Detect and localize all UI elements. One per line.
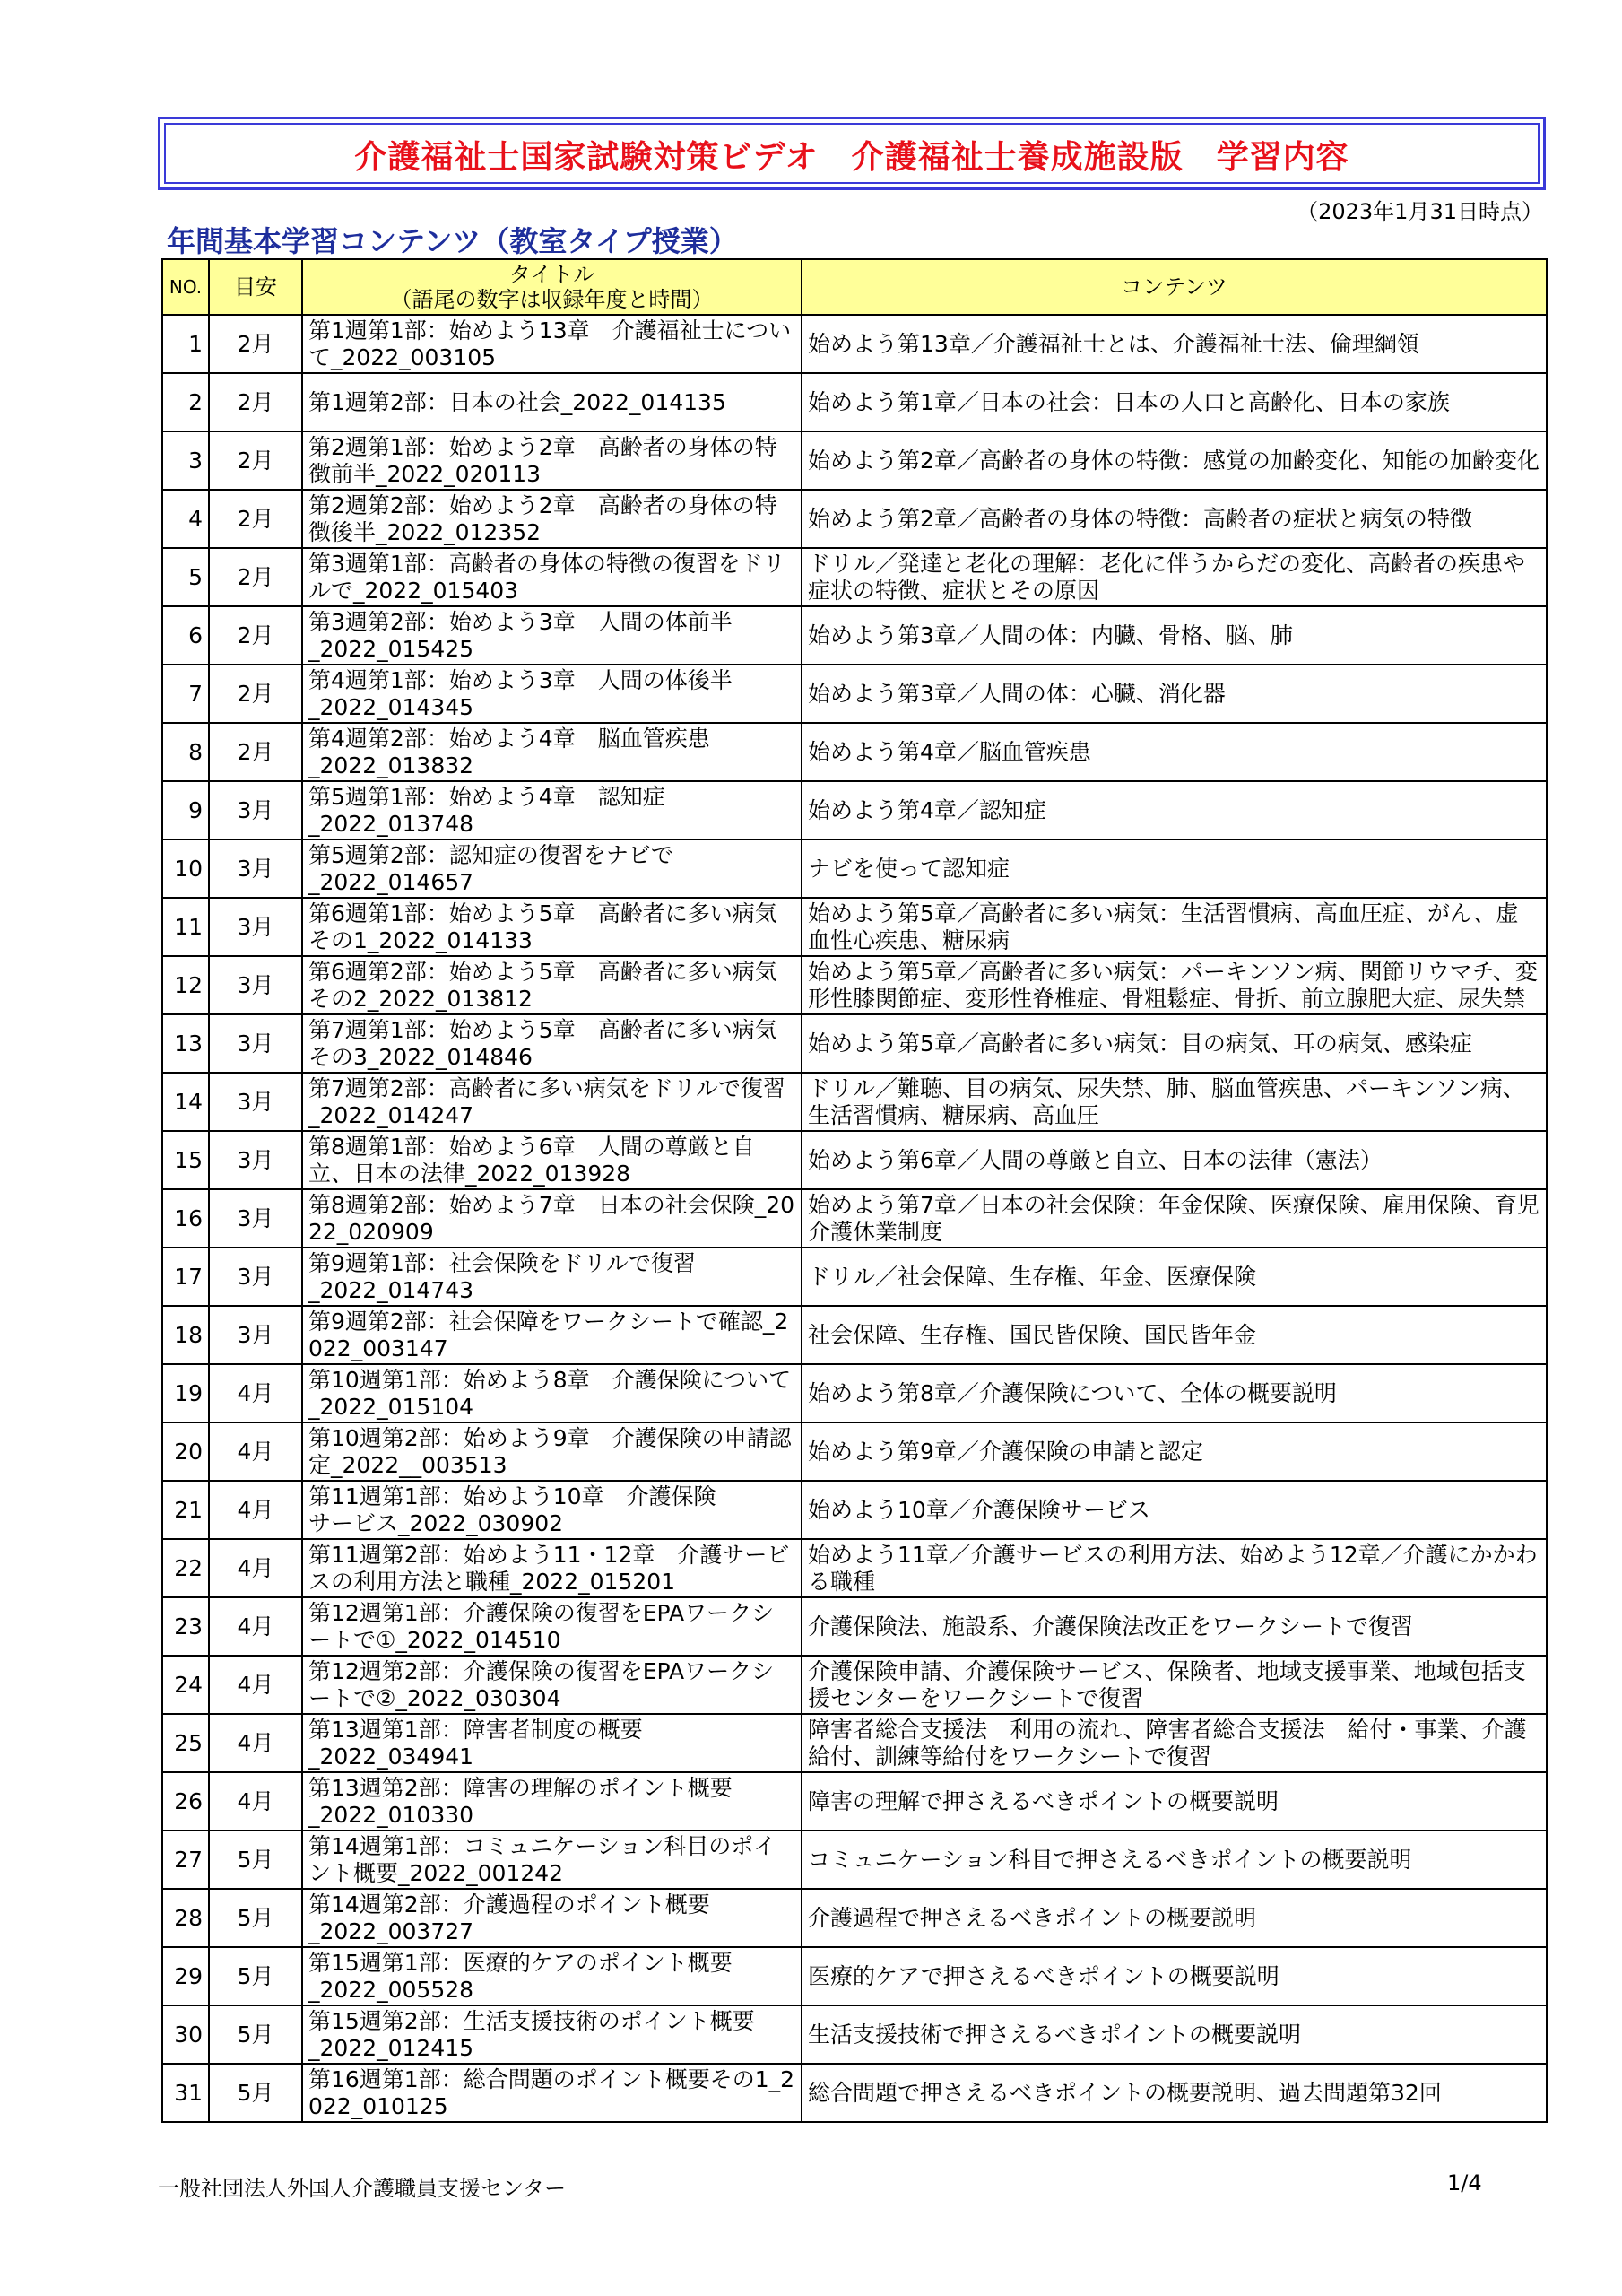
row-number: 18	[162, 1306, 209, 1364]
row-month: 5月	[209, 1831, 302, 1889]
row-number: 6	[162, 606, 209, 665]
row-month: 4月	[209, 1422, 302, 1481]
row-number: 24	[162, 1656, 209, 1714]
row-title: 第15週第1部：医療的ケアのポイント概要 _2022_005528	[302, 1947, 802, 2005]
row-content: 始めよう第2章／高齢者の身体の特徴：高齢者の症状と病気の特徴	[802, 490, 1547, 548]
row-content: 障害者総合支援法 利用の流れ、障害者総合支援法 給付・事業、介護給付、訓練等給付をワークシートで復習	[802, 1714, 1547, 1772]
table-row	[162, 1831, 1547, 1889]
row-number: 1	[162, 315, 209, 373]
table-row	[162, 1481, 1547, 1539]
row-number: 7	[162, 665, 209, 723]
row-title: 第14週第2部：介護過程のポイント概要 _2022_003727	[302, 1889, 802, 1947]
row-content: 医療的ケアで押さえるべきポイントの概要説明	[802, 1947, 1547, 2005]
row-content: 社会保障、生存権、国民皆保険、国民皆年金	[802, 1306, 1547, 1364]
row-month: 5月	[209, 2064, 302, 2122]
row-number: 25	[162, 1714, 209, 1772]
row-month: 2月	[209, 665, 302, 723]
row-month: 4月	[209, 1656, 302, 1714]
row-title: 第8週第1部：始めよう6章 人間の尊厳と自立、日本の法律_2022_013928	[302, 1131, 802, 1189]
row-title: 第12週第1部：介護保険の復習をEPAワークシートで①_2022_014510	[302, 1597, 802, 1656]
table-row	[162, 665, 1547, 723]
row-number: 19	[162, 1364, 209, 1422]
row-title: 第3週第2部：始めよう3章 人間の体前半 _2022_015425	[302, 606, 802, 665]
row-month: 3月	[209, 1248, 302, 1306]
row-title: 第16週第1部：総合問題のポイント概要その1_2022_010125	[302, 2064, 802, 2122]
row-month: 2月	[209, 373, 302, 431]
row-content: ドリル／社会保障、生存権、年金、医療保険	[802, 1248, 1547, 1306]
table-row	[162, 490, 1547, 548]
row-title: 第6週第1部：始めよう5章 高齢者に多い病気その1_2022_014133	[302, 898, 802, 956]
row-month: 3月	[209, 1014, 302, 1073]
table-row	[162, 373, 1547, 431]
table-row	[162, 898, 1547, 956]
row-content: 障害の理解で押さえるべきポイントの概要説明	[802, 1772, 1547, 1831]
row-title: 第4週第1部：始めよう3章 人間の体後半 _2022_014345	[302, 665, 802, 723]
row-number: 3	[162, 431, 209, 490]
row-number: 13	[162, 1014, 209, 1073]
row-number: 30	[162, 2005, 209, 2064]
row-content: 始めよう第4章／脳血管疾患	[802, 723, 1547, 781]
row-month: 4月	[209, 1714, 302, 1772]
row-content: 始めよう第8章／介護保険について、全体の概要説明	[802, 1364, 1547, 1422]
row-content: 始めよう第3章／人間の体：内臓、骨格、脳、肺	[802, 606, 1547, 665]
header-title: タイトル （語尾の数字は収録年度と時間）	[302, 259, 802, 315]
header-content: コンテンツ	[802, 259, 1547, 315]
row-title: 第6週第2部：始めよう5章 高齢者に多い病気その2_2022_013812	[302, 956, 802, 1014]
row-title: 第15週第2部：生活支援技術のポイント概要 _2022_012415	[302, 2005, 802, 2064]
table-row	[162, 2064, 1547, 2122]
row-month: 3月	[209, 1073, 302, 1131]
row-title: 第2週第2部：始めよう2章 高齢者の身体の特徴後半_2022_012352	[302, 490, 802, 548]
row-number: 11	[162, 898, 209, 956]
table-row	[162, 839, 1547, 898]
row-content: 総合問題で押さえるべきポイントの概要説明、過去問題第32回	[802, 2064, 1547, 2122]
row-title: 第2週第1部：始めよう2章 高齢者の身体の特徴前半_2022_020113	[302, 431, 802, 490]
row-content: 始めよう第13章／介護福祉士とは、介護福祉士法、倫理綱領	[802, 315, 1547, 373]
row-title: 第13週第2部：障害の理解のポイント概要 _2022_010330	[302, 1772, 802, 1831]
row-content: 始めよう第5章／高齢者に多い病気：生活習慣病、高血圧症、がん、虚血性心疾患、糖尿病	[802, 898, 1547, 956]
row-month: 4月	[209, 1364, 302, 1422]
row-title: 第9週第1部：社会保険をドリルで復習 _2022_014743	[302, 1248, 802, 1306]
row-month: 4月	[209, 1597, 302, 1656]
row-number: 16	[162, 1189, 209, 1248]
row-number: 12	[162, 956, 209, 1014]
table-row	[162, 781, 1547, 839]
row-month: 2月	[209, 723, 302, 781]
table-row	[162, 1772, 1547, 1831]
row-content: 始めよう第3章／人間の体：心臓、消化器	[802, 665, 1547, 723]
table-row	[162, 723, 1547, 781]
row-content: 始めよう第2章／高齢者の身体の特徴：感覚の加齢変化、知能の加齢変化	[802, 431, 1547, 490]
table-row	[162, 956, 1547, 1014]
row-number: 14	[162, 1073, 209, 1131]
row-content: 始めよう第5章／高齢者に多い病気：パーキンソン病、関節リウマチ、変形性膝関節症、変形性脊椎症、骨粗鬆症、骨折、前立腺肥大症、尿失禁	[802, 956, 1547, 1014]
row-title: 第4週第2部：始めよう4章 脳血管疾患 _2022_013832	[302, 723, 802, 781]
row-month: 5月	[209, 1889, 302, 1947]
table-row	[162, 606, 1547, 665]
row-month: 3月	[209, 898, 302, 956]
row-content: ナビを使って認知症	[802, 839, 1547, 898]
row-title: 第10週第2部：始めよう9章 介護保険の申請認定_2022__003513	[302, 1422, 802, 1481]
row-content: 始めよう第7章／日本の社会保険：年金保険、医療保険、雇用保険、育児介護休業制度	[802, 1189, 1547, 1248]
row-content: 介護過程で押さえるべきポイントの概要説明	[802, 1889, 1547, 1947]
row-month: 3月	[209, 1306, 302, 1364]
row-number: 31	[162, 2064, 209, 2122]
row-month: 4月	[209, 1539, 302, 1597]
row-title: 第10週第1部：始めよう8章 介護保険について_2022_015104	[302, 1364, 802, 1422]
table-header-row	[162, 259, 1547, 315]
row-content: 始めよう第4章／認知症	[802, 781, 1547, 839]
row-number: 4	[162, 490, 209, 548]
table-row	[162, 1422, 1547, 1481]
as-of-date: （2023年1月31日時点）	[1297, 199, 1543, 224]
row-number: 21	[162, 1481, 209, 1539]
row-title: 第11週第2部：始めよう11・12章 介護サービスの利用方法と職種_2022_015201	[302, 1539, 802, 1597]
row-content: 生活支援技術で押さえるべきポイントの概要説明	[802, 2005, 1547, 2064]
row-month: 3月	[209, 781, 302, 839]
table-row	[162, 1947, 1547, 2005]
header-month: 目安	[209, 259, 302, 315]
row-month: 2月	[209, 606, 302, 665]
row-number: 10	[162, 839, 209, 898]
row-content: 始めよう10章／介護保険サービス	[802, 1481, 1547, 1539]
row-month: 2月	[209, 490, 302, 548]
row-month: 5月	[209, 2005, 302, 2064]
row-month: 5月	[209, 1947, 302, 2005]
table-row	[162, 1306, 1547, 1364]
table-row	[162, 1889, 1547, 1947]
table-row	[162, 1714, 1547, 1772]
row-title: 第3週第1部：高齢者の身体の特徴の復習をドリルで_2022_015403	[302, 548, 802, 606]
row-number: 23	[162, 1597, 209, 1656]
page-title-box	[158, 117, 1546, 190]
row-number: 2	[162, 373, 209, 431]
row-month: 3月	[209, 1131, 302, 1189]
row-number: 9	[162, 781, 209, 839]
row-content: 始めよう第9章／介護保険の申請と認定	[802, 1422, 1547, 1481]
row-title: 第7週第1部：始めよう5章 高齢者に多い病気その3_2022_014846	[302, 1014, 802, 1073]
row-content: 介護保険申請、介護保険サービス、保険者、地域支援事業、地域包括支援センターをワークシートで復習	[802, 1656, 1547, 1714]
row-title: 第7週第2部：高齢者に多い病気をドリルで復習_2022_014247	[302, 1073, 802, 1131]
row-month: 2月	[209, 548, 302, 606]
row-content: 始めよう11章／介護サービスの利用方法、始めよう12章／介護にかかわる職種	[802, 1539, 1547, 1597]
row-number: 20	[162, 1422, 209, 1481]
section-title: 年間基本学習コンテンツ（教室タイプ授業）	[167, 224, 738, 258]
row-title: 第14週第1部：コミュニケーション科目のポイント概要_2022_001242	[302, 1831, 802, 1889]
table-row	[162, 1597, 1547, 1656]
footer-organization: 一般社団法人外国人介護職員支援センター	[158, 2176, 567, 2201]
curriculum-table	[161, 258, 1548, 2123]
table-row	[162, 315, 1547, 373]
row-title: 第5週第1部：始めよう4章 認知症 _2022_013748	[302, 781, 802, 839]
row-number: 15	[162, 1131, 209, 1189]
table-row	[162, 1364, 1547, 1422]
row-content: ドリル／難聴、目の病気、尿失禁、肺、脳血管疾患、パーキンソン病、生活習慣病、糖尿病、高血圧	[802, 1073, 1547, 1131]
row-title: 第13週第1部：障害者制度の概要 _2022_034941	[302, 1714, 802, 1772]
row-title: 第8週第2部：始めよう7章 日本の社会保険_2022_020909	[302, 1189, 802, 1248]
table-row	[162, 548, 1547, 606]
footer-page-number: 1/4	[1447, 2170, 1482, 2196]
row-number: 27	[162, 1831, 209, 1889]
row-number: 26	[162, 1772, 209, 1831]
row-month: 4月	[209, 1772, 302, 1831]
row-title: 第9週第2部：社会保障をワークシートで確認_2022_003147	[302, 1306, 802, 1364]
table-row	[162, 431, 1547, 490]
row-number: 8	[162, 723, 209, 781]
row-month: 3月	[209, 1189, 302, 1248]
row-content: コミュニケーション科目で押さえるべきポイントの概要説明	[802, 1831, 1547, 1889]
row-content: 介護保険法、施設系、介護保険法改正をワークシートで復習	[802, 1597, 1547, 1656]
row-title: 第1週第1部：始めよう13章 介護福祉士について_2022_003105	[302, 315, 802, 373]
header-no: NO.	[162, 259, 209, 315]
row-title: 第12週第2部：介護保険の復習をEPAワークシートで②_2022_030304	[302, 1656, 802, 1714]
table-row	[162, 1248, 1547, 1306]
row-month: 3月	[209, 839, 302, 898]
table-row	[162, 2005, 1547, 2064]
row-content: 始めよう第6章／人間の尊厳と自立、日本の法律（憲法）	[802, 1131, 1547, 1189]
table-row	[162, 1656, 1547, 1714]
page-title: 介護福祉士国家試験対策ビデオ 介護福祉士養成施設版 学習内容	[354, 139, 1349, 176]
row-month: 2月	[209, 315, 302, 373]
row-number: 22	[162, 1539, 209, 1597]
row-title: 第1週第2部：日本の社会_2022_014135	[302, 373, 802, 431]
table-row	[162, 1189, 1547, 1248]
row-content: 始めよう第5章／高齢者に多い病気：目の病気、耳の病気、感染症	[802, 1014, 1547, 1073]
table-row	[162, 1073, 1547, 1131]
row-month: 3月	[209, 956, 302, 1014]
row-content: 始めよう第1章／日本の社会：日本の人口と高齢化、日本の家族	[802, 373, 1547, 431]
row-month: 2月	[209, 431, 302, 490]
row-number: 28	[162, 1889, 209, 1947]
table-row	[162, 1014, 1547, 1073]
row-number: 5	[162, 548, 209, 606]
row-number: 17	[162, 1248, 209, 1306]
row-content: ドリル／発達と老化の理解：老化に伴うからだの変化、高齢者の疾患や症状の特徴、症状とその原因	[802, 548, 1547, 606]
row-title: 第11週第1部：始めよう10章 介護保険 サービス_2022_030902	[302, 1481, 802, 1539]
row-number: 29	[162, 1947, 209, 2005]
row-month: 4月	[209, 1481, 302, 1539]
table-row	[162, 1539, 1547, 1597]
table-row	[162, 1131, 1547, 1189]
row-title: 第5週第2部：認知症の復習をナビで _2022_014657	[302, 839, 802, 898]
